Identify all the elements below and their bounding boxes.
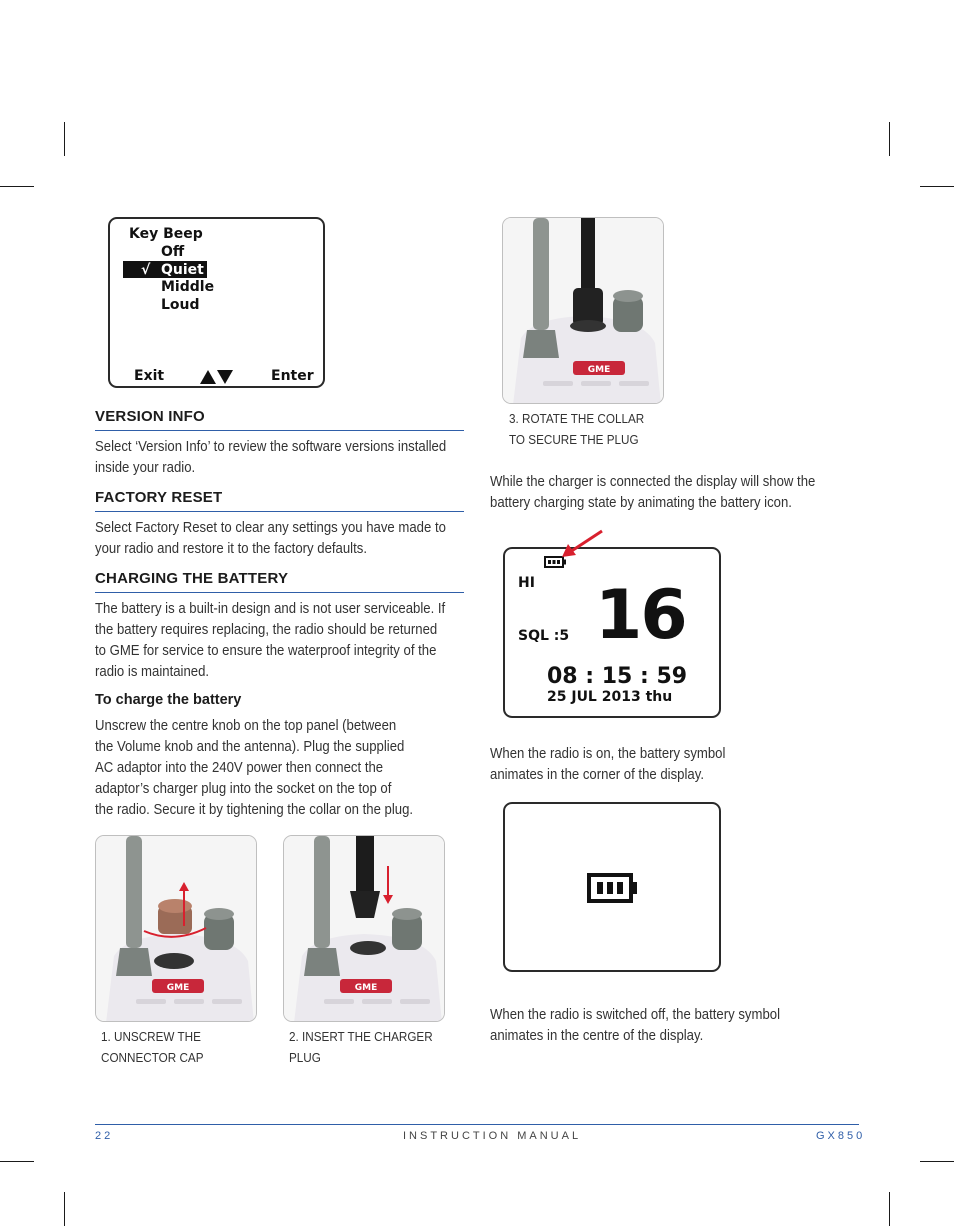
crop-mark (889, 1192, 890, 1226)
photo-unscrew-cap (95, 835, 257, 1022)
squelch-level: SQL :5 (518, 628, 570, 644)
option-quiet: Quiet (161, 262, 204, 278)
crop-mark (64, 1192, 65, 1226)
gme-logo: GME (166, 983, 190, 993)
option-off: Off (161, 244, 185, 260)
charge-subheading: To charge the battery (95, 692, 242, 708)
crop-mark (920, 1161, 954, 1162)
caption-step-2: 2. INSERT THE CHARGER PLUG (289, 1029, 433, 1065)
version-info-heading: VERSION INFO (95, 408, 464, 431)
factory-reset-heading: FACTORY RESET (95, 489, 464, 512)
battery-icon (587, 872, 639, 904)
key-beep-screen (108, 217, 325, 388)
crop-mark (64, 122, 65, 156)
exit-label: Exit (134, 368, 165, 384)
crop-mark (920, 186, 954, 187)
red-arrow-icon (556, 528, 606, 560)
option-middle: Middle (161, 279, 215, 295)
date-display: 25 JUL 2013 thu (547, 689, 673, 705)
caption-step-3: 3. ROTATE THE COLLAR TO SECURE THE PLUG (509, 411, 645, 447)
radio-photo (284, 836, 445, 1022)
charge-steps-text: Unscrew the centre knob on the top panel (between the Volume knob and the antenna). Plug the supplied AC adaptor into the 240V power then connect the adaptor’s charger plug into the socket on the top of the radio. Secure it by tightening the collar on the plug. (95, 718, 414, 818)
version-info-body: Select ‘Version Info’ to review the software versions installed inside your radio. (95, 439, 447, 476)
key-beep-title: Key Beep (129, 226, 203, 242)
gme-logo: GME (354, 983, 378, 993)
gme-logo: GME (587, 365, 611, 375)
charging-heading: CHARGING THE BATTERY (95, 570, 464, 593)
charger-note: While the charger is connected the display will show the battery charging state by animating the battery icon. (490, 474, 816, 511)
photo-rotate-collar (502, 217, 664, 404)
option-loud: Loud (161, 297, 200, 313)
footer-rule (95, 1124, 859, 1125)
crop-mark (0, 1161, 34, 1162)
footer-title: INSTRUCTION MANUAL (403, 1130, 582, 1142)
radio-off-note: When the radio is switched off, the battery symbol animates in the centre of the display. (490, 1007, 781, 1044)
check-mark-icon: √ (141, 262, 151, 278)
power-level: HI (518, 575, 535, 591)
page-number: 22 (95, 1130, 114, 1142)
crop-mark (0, 186, 34, 187)
caption-step-1: 1. UNSCREW THE CONNECTOR CAP (101, 1029, 204, 1065)
radio-on-screen (503, 547, 721, 718)
channel-number: 16 (595, 576, 686, 655)
radio-on-note: When the radio is on, the battery symbol animates in the corner of the display. (490, 746, 726, 783)
footer-model: GX850 (816, 1130, 866, 1142)
radio-off-screen (503, 802, 721, 972)
crop-mark (889, 122, 890, 156)
photo-insert-plug (283, 835, 445, 1022)
radio-photo (96, 836, 257, 1022)
up-down-arrows-icon (200, 369, 234, 385)
clock-time: 08 : 15 : 59 (547, 664, 688, 689)
enter-label: Enter (271, 368, 314, 384)
radio-photo (503, 218, 664, 404)
charging-body: The battery is a built-in design and is not user serviceable. If the battery requires replacing, the radio should be returned to GME for service to ensure the waterproof integrity of the radio is maintained. (95, 601, 446, 680)
factory-reset-body: Select Factory Reset to clear any settings you have made to your radio and restore it to the factory defaults. (95, 520, 446, 557)
